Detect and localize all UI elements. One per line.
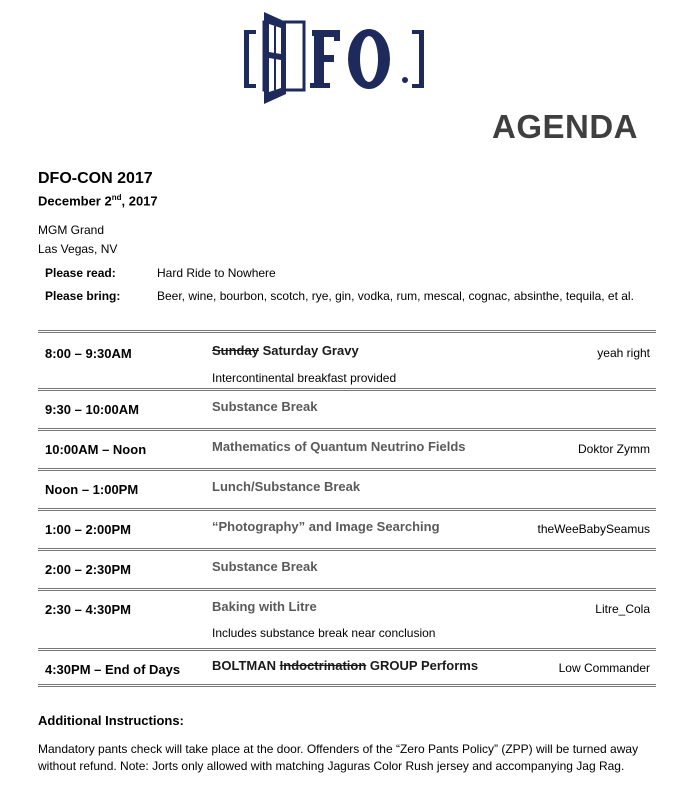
session-title-text: BOLTMAN — [212, 658, 280, 673]
session-time: 4:30PM – End of Days — [45, 662, 181, 677]
session-note: Includes substance break near conclusion — [212, 626, 436, 640]
session-time: Noon – 1:00PM — [45, 482, 139, 497]
session-time: 2:30 – 4:30PM — [45, 602, 131, 617]
session-title: “Photography” and Image Searching — [212, 519, 440, 534]
schedule-row — [38, 468, 656, 508]
info-value: Beer, wine, bourbon, scotch, rye, gin, vodka, rum, mescal, cognac, absinthe, tequila, et al. — [157, 289, 634, 303]
session-title: Substance Break — [212, 399, 318, 414]
schedule-row — [38, 548, 656, 588]
session-title — [212, 658, 478, 673]
event-date — [38, 193, 158, 208]
agenda-title: AGENDA — [491, 108, 638, 145]
session-title: Mathematics of Quantum Neutrino Fields — [212, 439, 466, 454]
info-label: Please bring: — [45, 289, 121, 303]
session-time: 9:30 – 10:00AM — [45, 402, 139, 417]
session-speaker: Litre_Cola — [595, 602, 650, 616]
schedule-row — [38, 588, 656, 648]
schedule-row — [38, 428, 656, 468]
event-date-prefix: December 2 — [38, 193, 112, 209]
session-title-text: Saturday Gravy — [258, 343, 359, 358]
event-date-year: , 2017 — [121, 193, 158, 209]
schedule-row — [38, 508, 656, 548]
session-time: 10:00AM – Noon — [45, 442, 147, 457]
schedule-row — [38, 648, 656, 687]
dfo-logo — [238, 8, 430, 108]
session-title: Lunch/Substance Break — [212, 479, 361, 494]
session-speaker: Low Commander — [558, 661, 650, 675]
session-speaker: Doktor Zymm — [578, 442, 650, 456]
venue: MGM Grand — [38, 223, 105, 237]
session-time: 8:00 – 9:30AM — [45, 346, 132, 361]
session-time: 1:00 – 2:00PM — [45, 522, 131, 537]
info-value: Hard Ride to Nowhere — [157, 266, 276, 280]
event-name: DFO-CON 2017 — [38, 170, 153, 187]
info-label: Please read: — [45, 266, 116, 280]
session-title: Baking with Litre — [212, 599, 317, 614]
additional-instructions-text: Mandatory pants check will take place at the door. Offenders of the “Zero Pants Policy” (ZPP) will be turned away without refund. Note: Jorts only allowed with matching Jaguras Color Rush jersey and accompanying Jag Rag. — [38, 742, 639, 773]
session-title: Substance Break — [212, 559, 318, 574]
schedule-row — [38, 388, 656, 428]
schedule-table — [38, 330, 656, 687]
session-note: Intercontinental breakfast provided — [212, 371, 397, 385]
additional-instructions-heading: Additional Instructions: — [38, 713, 184, 728]
event-date-suffix-ordinal: nd — [111, 193, 122, 202]
city: Las Vegas, NV — [38, 242, 118, 256]
session-speaker: theWeeBabySeamus — [537, 522, 650, 536]
struck-text: Indoctrination — [279, 658, 367, 673]
struck-text: Sunday — [212, 343, 259, 358]
session-time: 2:00 – 2:30PM — [45, 562, 131, 577]
session-title — [212, 343, 359, 358]
schedule-row — [38, 330, 656, 388]
session-speaker: yeah right — [597, 346, 650, 360]
session-title-text: GROUP Performs — [366, 658, 479, 673]
